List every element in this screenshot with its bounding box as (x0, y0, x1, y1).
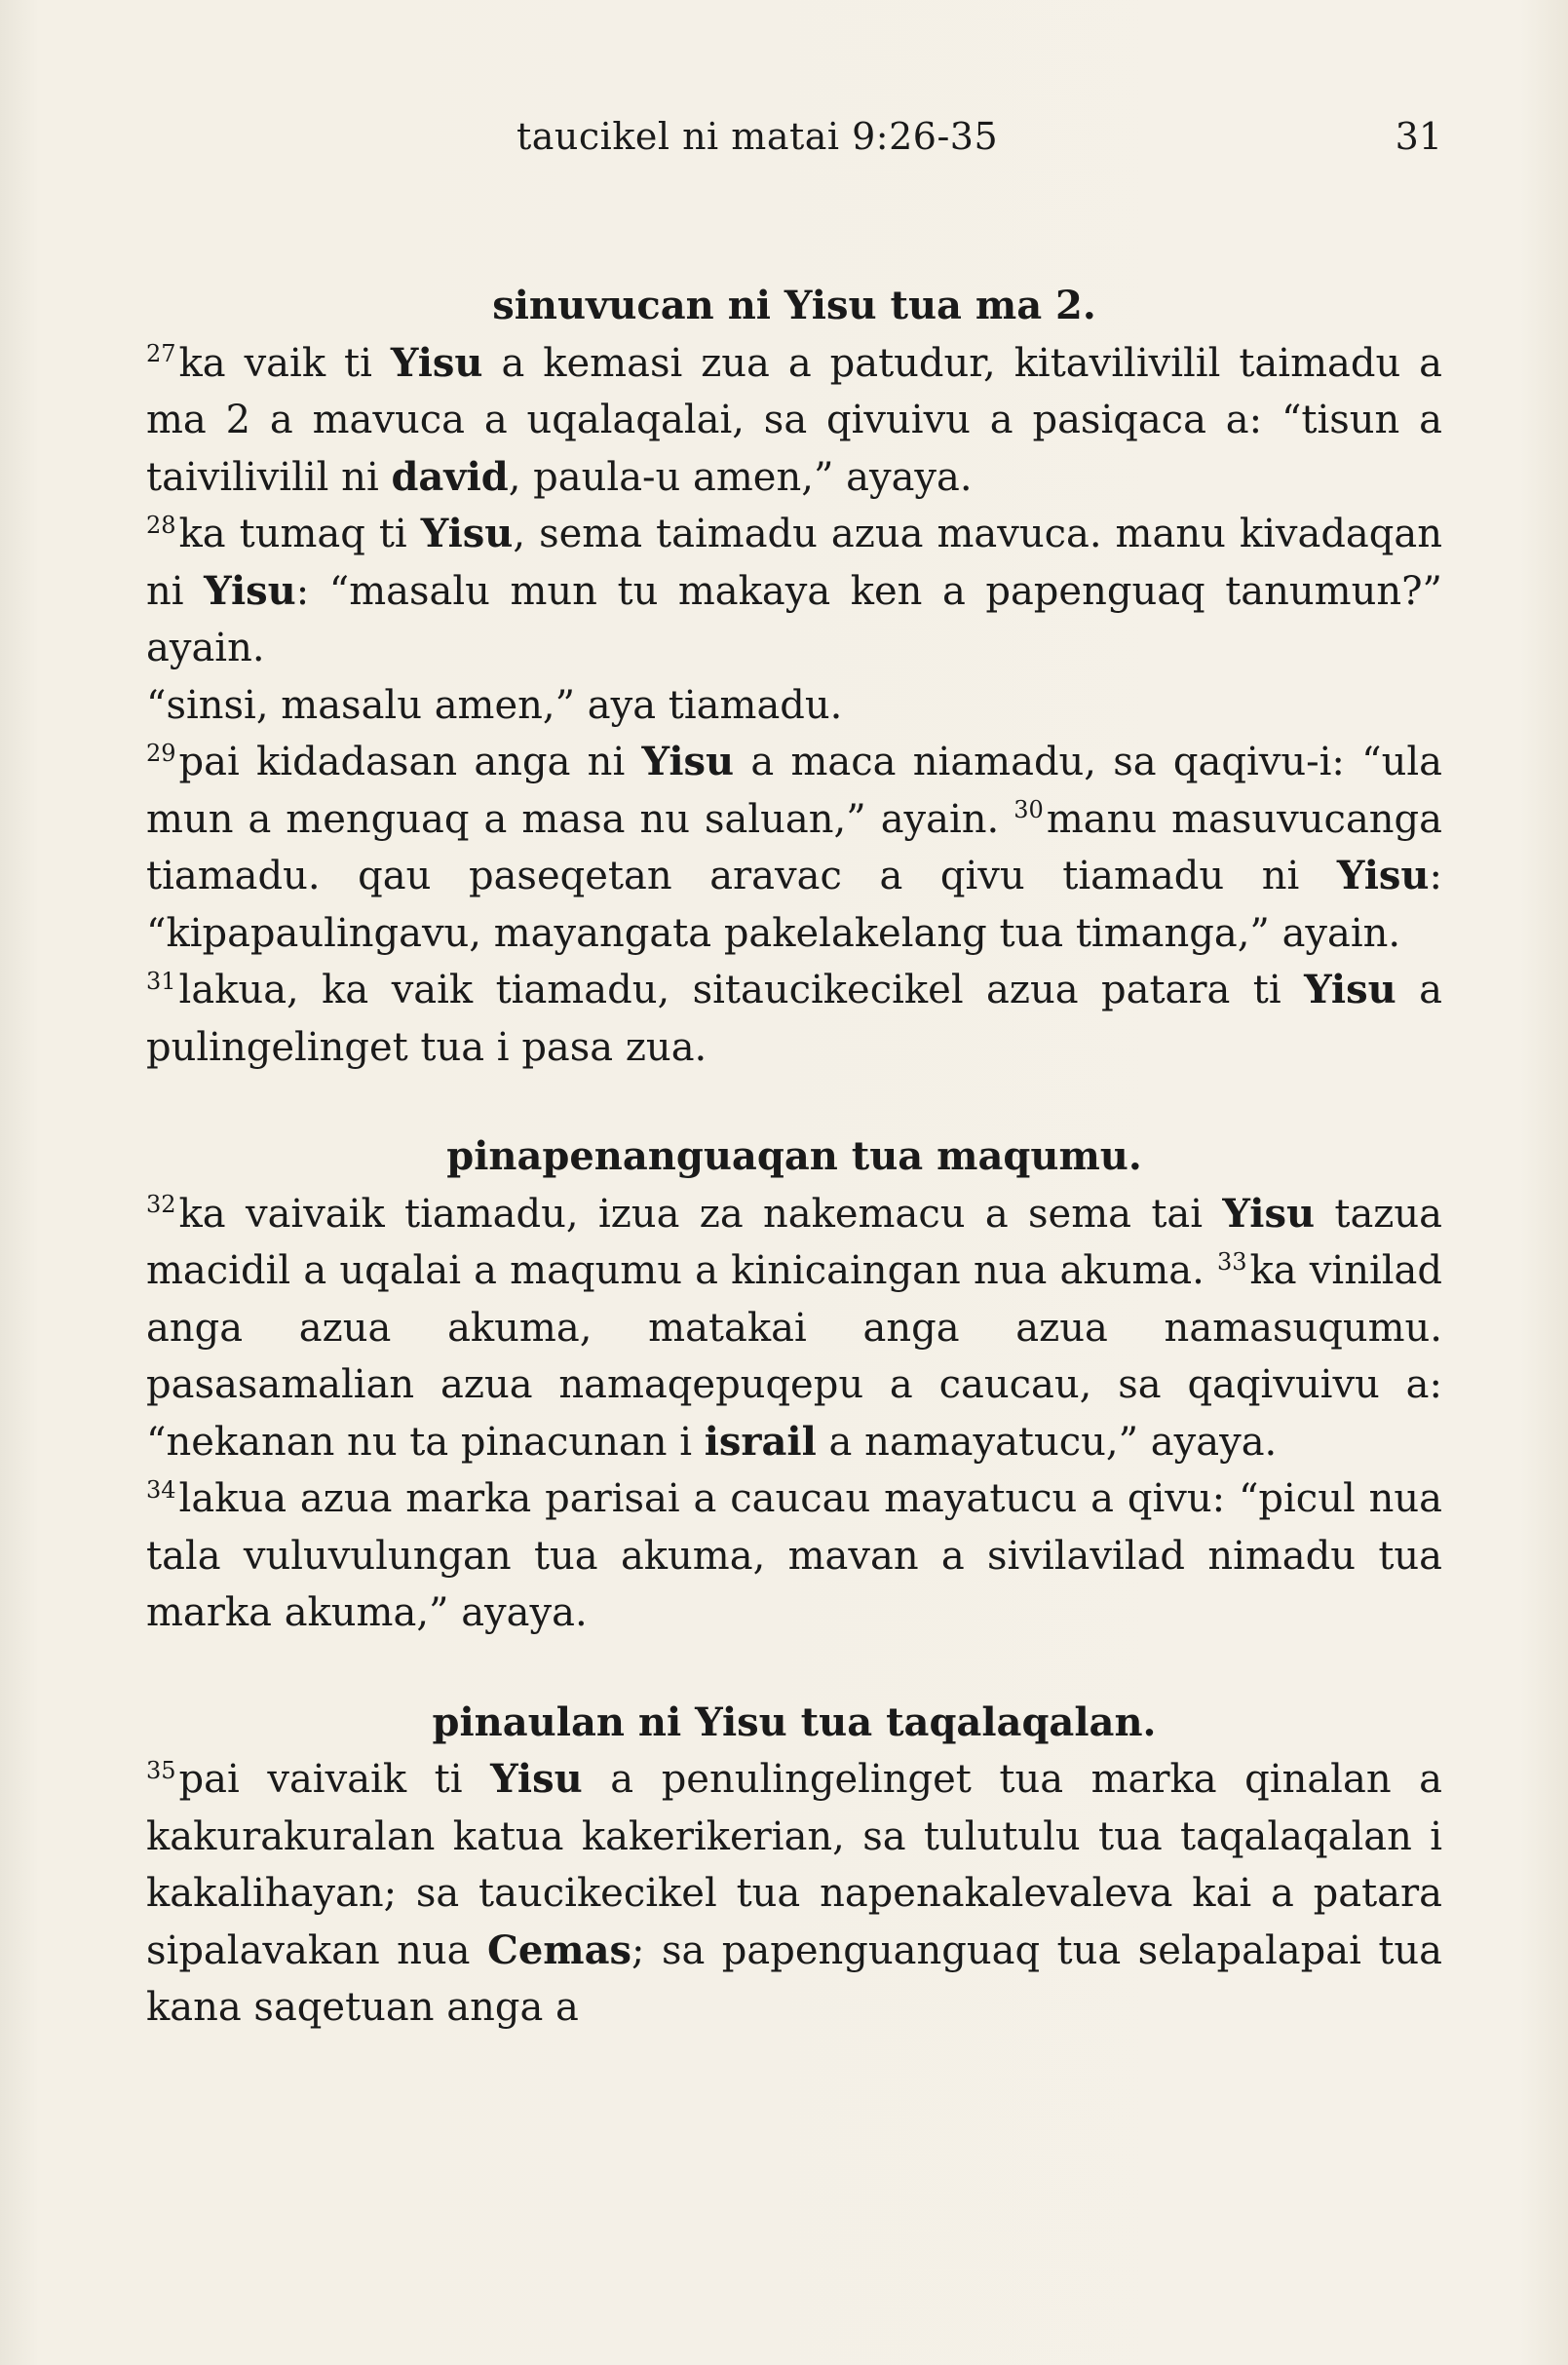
verse-bold: Yisu (1222, 1190, 1316, 1237)
verse-number: 31 (146, 967, 176, 995)
verse-text: a namayatucu,” ayaya. (816, 1419, 1278, 1465)
verse-text: a kemasi zua a patudur, kitavilivilil taimadu a ma 2 a mavuca a uqalaqalai, sa qivuivu a pasiqaca a: “tisun a taivilivilil ni (146, 340, 1443, 500)
verse-text: manu masuvucanga tiamadu. qau paseqetan aravac a qivu tiamadu ni (146, 796, 1443, 898)
verse-text: , paula-u amen,” ayaya. (508, 454, 973, 500)
verse-number: 27 (146, 340, 176, 368)
verse-text: ka tumaq ti (178, 512, 421, 556)
verse-35 (146, 1751, 1442, 2037)
verse-text: lakua azua marka parisai a caucau mayatucu a qivu: “picul nua tala vuluvulungan tua akuma, mavan a sivilavilad nimadu tua marka akuma,” ayaya. (146, 1476, 1442, 1635)
verse-text: ; sa papenguanguaq tua selapalapai tua kana saqetuan anga a (146, 1927, 1443, 2030)
verse-29-30 (146, 734, 1442, 962)
verse-number: 30 (1013, 796, 1044, 824)
verse-bold: Yisu (1336, 853, 1430, 898)
page-content (146, 278, 1442, 2037)
verse-text: : “masalu mun tu makaya ken a papenguaq tanumun?” ayain. (146, 568, 1442, 670)
verse-text: : “kipapaulingavu, mayangata pakelakelang tua timanga,” ayain. (146, 854, 1442, 956)
verse-34 (146, 1470, 1442, 1642)
verse-bold: Cemas (487, 1926, 632, 1973)
verse-28 (146, 506, 1442, 677)
verse-number: 33 (1217, 1247, 1247, 1276)
verse-32-33 (146, 1186, 1442, 1471)
verse-bold: Yisu (490, 1756, 583, 1802)
section-heading: pinapenanguaqan tua maqumu. (446, 1133, 1142, 1179)
verse-text: lakua, ka vaik tiamadu, sitaucikecikel azua patara ti (178, 968, 1305, 1012)
verse-text: tazua macidil a uqalai a maqumu a kinicaingan nua akuma. (146, 1191, 1442, 1293)
verse-bold: Yisu (1304, 967, 1396, 1012)
section-heading: sinuvucan ni Yisu tua ma 2. (492, 283, 1096, 328)
verse-number: 29 (146, 739, 176, 767)
verse-31 (146, 962, 1442, 1076)
verse-number: 28 (146, 511, 176, 539)
verse-text: pai vaivaik ti (178, 1757, 491, 1802)
verse-text: ka vaivaik tiamadu, izua za nakemacu a sema tai (178, 1191, 1223, 1237)
verse-bold: Yisu (641, 739, 735, 784)
section-heading: pinaulan ni Yisu tua taqalaqalan. (432, 1698, 1157, 1745)
verse-number: 35 (146, 1756, 176, 1784)
verse-text: pai kidadasan anga ni (178, 740, 642, 784)
verse-number: 32 (146, 1191, 176, 1219)
verse-28-reply: “sinsi, masalu amen,” aya tiamadu. (146, 682, 843, 728)
verse-bold: david (391, 453, 509, 500)
verse-bold: israil (704, 1418, 817, 1465)
verse-text: ka vinilad anga azua akuma, matakai anga azua namasuqumu. pasasamalian azua namaqepuqepu a caucau, sa qaqivuivu a: “nekanan nu ta pinacunan i (146, 1248, 1442, 1465)
verse-bold: Yisu (390, 339, 483, 386)
verse-27 (146, 335, 1442, 507)
page-number: 31 (1395, 115, 1442, 158)
verse-bold: Yisu (204, 567, 296, 614)
verse-bold: Yisu (420, 511, 514, 556)
verse-number: 34 (146, 1475, 176, 1504)
verse-text: ka vaik ti (178, 340, 391, 386)
verse-text: a penulingelinget tua marka qinalan a kakurakuralan katua kakerikerian, sa tulutulu tua taqalaqalan i kakalihayan; sa taucikecikel tua napenakalevaleva kai a patara sipalavakan nua (146, 1757, 1442, 1973)
running-header (146, 115, 1442, 173)
verse-text: , sema taimadu azua mavuca. manu kivadaqan ni (146, 512, 1442, 614)
verse-text: a maca niamadu, sa qaqivu-i: “ula mun a menguaq a masa nu saluan,” ayain. (146, 740, 1442, 842)
verse-text: a pulingelinget tua i pasa zua. (146, 968, 1443, 1070)
header-title: taucikel ni matai 9:26-35 (516, 115, 999, 158)
